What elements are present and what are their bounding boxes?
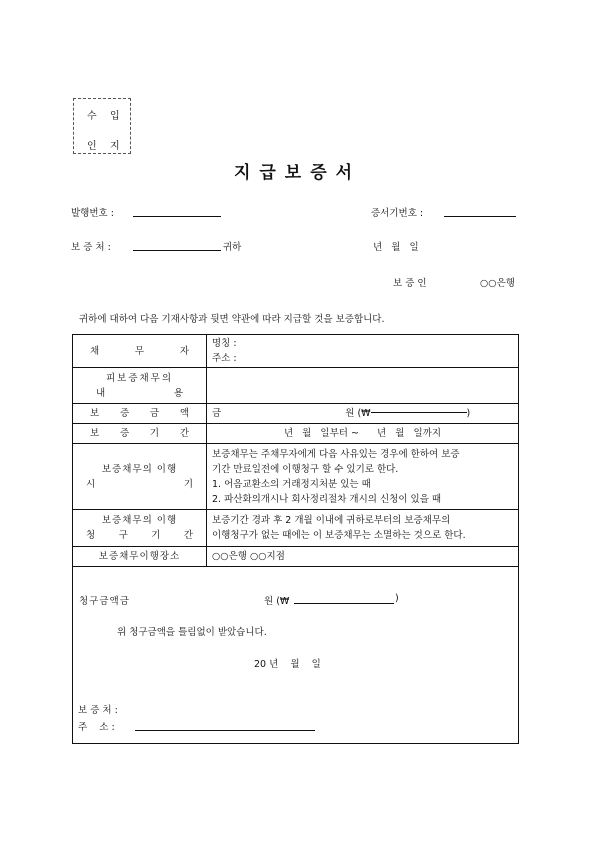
amount-won: 원 (₩ bbox=[345, 408, 371, 419]
claim-amount-won: 원 (₩ bbox=[264, 596, 290, 607]
label-char: 시 bbox=[86, 478, 96, 490]
stamp-char: 입 bbox=[110, 111, 120, 122]
period-label-cell bbox=[73, 424, 207, 444]
stamp-char: 수 bbox=[87, 111, 97, 122]
debtor-name: 명칭 : bbox=[212, 338, 237, 349]
issue-date: 년 월 일 bbox=[373, 242, 419, 253]
place-label-cell: 보증채무이행장소 bbox=[73, 547, 207, 567]
performance-line: 1. 어음교환소의 거래정지처분 있는 때 bbox=[212, 478, 371, 490]
claim-period-label-line1: 보증채무의 이행 bbox=[101, 515, 178, 526]
receipt-statement: 위 청구금액을 틀림없이 받았습니다. bbox=[117, 627, 267, 638]
debtor-value-cell[interactable] bbox=[207, 335, 519, 368]
content-label-line1: 피보증채무의 bbox=[105, 372, 174, 384]
document-title: 지급보증서 bbox=[233, 163, 362, 183]
label-char: 자 bbox=[179, 345, 189, 357]
label-char: 기 bbox=[151, 530, 161, 541]
debtor-label-cell bbox=[73, 335, 207, 368]
label-char: 액 bbox=[179, 408, 189, 419]
issue-number-label: 발행번호 : bbox=[71, 208, 114, 219]
label-char: 청 bbox=[86, 530, 96, 541]
label-char: 내 bbox=[96, 387, 106, 399]
label-char: 기 bbox=[149, 428, 160, 439]
issue-number-field[interactable] bbox=[133, 216, 221, 217]
place-value-cell[interactable]: ○○은행 ○○지점 bbox=[207, 547, 519, 567]
amount-close: ) bbox=[466, 408, 471, 419]
guarantor-label: 보 증 인 bbox=[393, 278, 427, 289]
label-char: 증 bbox=[119, 428, 130, 439]
claim-period-line: 보증기간 경과 후 2 개월 이내에 귀하로부터의 보증채무의 bbox=[212, 515, 451, 526]
label-char: 간 bbox=[179, 428, 189, 439]
performance-line: 보증채무는 주채무자에게 다음 사유있는 경우에 한하여 보증 bbox=[212, 448, 460, 460]
label-char: 보 bbox=[90, 428, 100, 439]
amount-field[interactable] bbox=[371, 412, 467, 413]
certificate-number-label: 증서기번호 : bbox=[371, 208, 424, 219]
certificate-number-field[interactable] bbox=[444, 216, 516, 217]
address-field[interactable] bbox=[135, 730, 315, 731]
label-char: 기 bbox=[183, 478, 193, 490]
guarantee-table bbox=[72, 334, 519, 567]
performance-value-cell bbox=[207, 444, 519, 510]
claim-amount-close: ) bbox=[395, 593, 399, 604]
claim-period-value-cell bbox=[207, 510, 519, 547]
beneficiary-label: 보 증 처 : bbox=[71, 242, 111, 253]
guarantor-value: ○○은행 bbox=[480, 278, 515, 289]
claim-amount-label: 청구금액금 bbox=[79, 596, 130, 607]
claim-period-line: 이행청구가 없는 때에는 이 보증채무는 소멸하는 것으로 한다. bbox=[212, 530, 466, 541]
label-char: 보 bbox=[90, 408, 100, 419]
table-row-content bbox=[73, 368, 519, 404]
debtor-address: 주소 : bbox=[212, 353, 237, 364]
label-char: 간 bbox=[183, 530, 193, 541]
period-value-cell[interactable]: 년 월 일부터 ~ 년 월 일까지 bbox=[207, 424, 519, 444]
recipient-label: 보 증 처 : bbox=[78, 705, 118, 716]
amount-prefix: 금 bbox=[212, 408, 222, 419]
amount-value-cell[interactable] bbox=[207, 404, 519, 424]
beneficiary-suffix: 귀하 bbox=[223, 242, 242, 253]
content-label-cell bbox=[73, 368, 207, 404]
intro-text: 귀하에 대하여 다음 기재사항과 뒷면 약관에 따라 지급할 것을 보증합니다. bbox=[79, 314, 385, 325]
table-row-performance bbox=[73, 444, 519, 510]
beneficiary-field[interactable] bbox=[133, 250, 221, 251]
table-row-debtor bbox=[73, 335, 519, 368]
receipt-date: 20 년 월 일 bbox=[254, 659, 321, 670]
content-value-cell[interactable] bbox=[207, 368, 519, 404]
amount-label-cell bbox=[73, 404, 207, 424]
label-char: 용 bbox=[173, 387, 183, 399]
table-row-claim-period bbox=[73, 510, 519, 547]
table-row-place bbox=[73, 547, 519, 567]
table-row-period bbox=[73, 424, 519, 444]
performance-line: 기간 만료일전에 이행청구 할 수 있기로 한다. bbox=[212, 463, 399, 475]
label-char: 금 bbox=[149, 408, 160, 419]
revenue-stamp-box bbox=[73, 98, 131, 154]
stamp-char: 지 bbox=[110, 141, 120, 152]
claim-period-label-cell bbox=[73, 510, 207, 547]
performance-line: 2. 파산화의개시나 회사정리절차 개시의 신청이 있을 때 bbox=[212, 493, 442, 505]
label-char: 증 bbox=[119, 408, 130, 419]
stamp-char: 인 bbox=[87, 141, 97, 152]
label-char: 구 bbox=[118, 530, 128, 541]
address-label: 주 소 : bbox=[78, 722, 115, 733]
performance-label-cell bbox=[73, 444, 207, 510]
label-char: 무 bbox=[134, 345, 145, 357]
table-row-amount bbox=[73, 404, 519, 424]
label-char: 채 bbox=[90, 345, 100, 357]
performance-label-line1: 보증채무의 이행 bbox=[101, 463, 178, 475]
claim-amount-field[interactable] bbox=[294, 603, 394, 604]
